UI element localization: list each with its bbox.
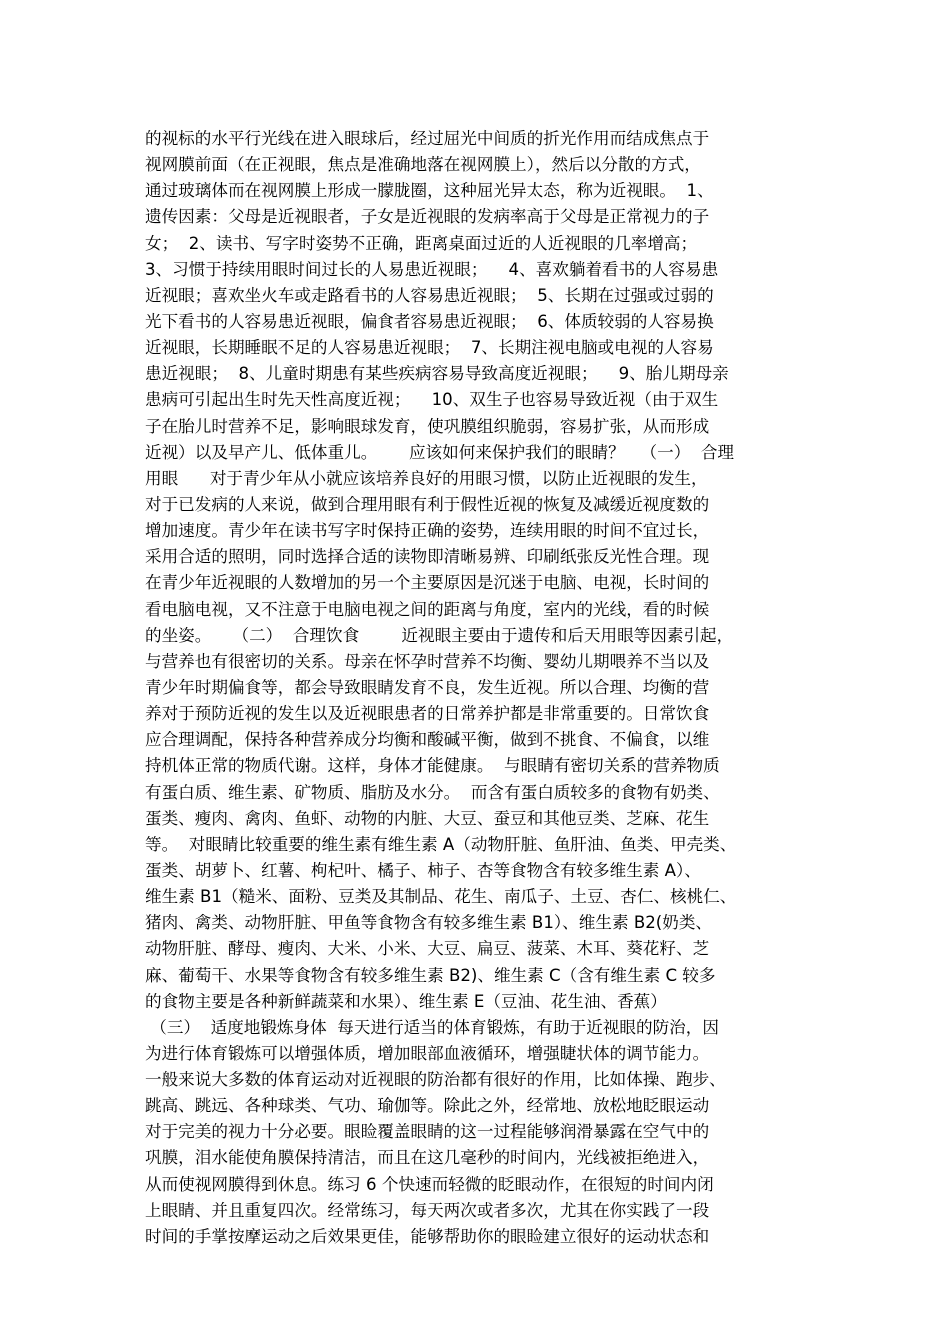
body-text [145, 126, 825, 1250]
text-line: 近视眼，长期睡眠不足的人容易患近视眼； 7、长期注视电脑或电视的人容易 [145, 338, 714, 358]
text-line: （三） 适度地锻炼身体 每天进行适当的体育锻炼，有助于近视眼的防治，因 [145, 1017, 719, 1037]
text-line: 从而使视网膜得到休息。练习 6 个快速而轻微的眨眼动作，在很短的时间内闭 [145, 1174, 714, 1194]
text-line: 时间的手掌按摩运动之后效果更佳，能够帮助你的眼睑建立很好的运动状态和 [145, 1226, 710, 1246]
text-line: 与营养也有很密切的关系。母亲在怀孕时营养不均衡、婴幼儿期喂养不当以及 [145, 651, 710, 671]
text-line: 有蛋白质、维生素、矿物质、脂肪及水分。 而含有蛋白质较多的食物有奶类、 [145, 782, 720, 802]
text-line: 麻、葡萄干、水果等食物含有较多维生素 B2)、维生素 C（含有维生素 C 较多 [145, 965, 716, 985]
text-line: 女； 2、读书、写字时姿势不正确，距离桌面过近的人近视眼的几率增高； [145, 233, 698, 253]
text-line: 视网膜前面（在正视眼，焦点是准确地落在视网膜上），然后以分散的方式， [145, 155, 701, 175]
text-line: 的食物主要是各种新鲜蔬菜和水果）、维生素 E（豆油、花生油、香蕉） [145, 991, 667, 1011]
text-line: 用眼 对于青少年从小就应该培养良好的用眼习惯，以防止近视眼的发生， [145, 468, 708, 488]
text-line: 通过玻璃体而在视网膜上形成一朦胧圈，这种屈光异太态，称为近视眼。 1、 [145, 181, 714, 201]
text-line: 采用合适的照明，同时选择合适的读物即清晰易辨、印刷纸张反光性合理。现 [145, 547, 710, 567]
text-line: 跳高、跳远、各种球类、气功、瑜伽等。除此之外，经常地、放松地眨眼运动 [145, 1096, 710, 1116]
text-line: 看电脑电视，又不注意于电脑电视之间的距离与角度，室内的光线，看的时候 [145, 599, 710, 619]
text-line: 增加速度。青少年在读书写字时保持正确的姿势，连续用眼的时间不宜过长， [145, 521, 710, 541]
text-line: 的坐姿。 （二） 合理饮食 近视眼主要由于遗传和后天用眼等因素引起， [145, 625, 734, 645]
text-line: 持机体正常的物质代谢。这样，身体才能健康。 与眼睛有密切关系的营养物质 [145, 756, 720, 776]
text-line: 上眼睛、并且重复四次。经常练习，每天两次或者多次，尤其在你实践了一段 [145, 1200, 710, 1220]
text-line: 蛋类、瘦肉、禽肉、鱼虾、动物的内脏、大豆、蚕豆和其他豆类、芝麻、花生 [145, 808, 710, 828]
text-line: 患近视眼； 8、儿童时期患有某些疾病容易导致高度近视眼； 9、胎儿期母亲 [145, 364, 729, 384]
text-line: 对于已发病的人来说，做到合理用眼有利于假性近视的恢复及减缓近视度数的 [145, 494, 710, 514]
text-line: 猪肉、禽类、动物肝脏、甲鱼等食物含有较多维生素 B1）、维生素 B2(奶类、 [145, 913, 713, 933]
text-line: 维生素 B1（糙米、面粉、豆类及其制品、花生、南瓜子、土豆、杏仁、核桃仁、 [145, 887, 737, 907]
text-line: 近视眼；喜欢坐火车或走路看书的人容易患近视眼； 5、长期在过强或过弱的 [145, 285, 714, 305]
text-line: 子在胎儿时营养不足，影响眼球发育，使巩膜组织脆弱，容易扩张，从而形成 [145, 416, 710, 436]
text-line: 的视标的水平行光线在进入眼球后，经过屈光中间质的折光作用而结成焦点于 [145, 129, 710, 148]
text-line: 光下看书的人容易患近视眼，偏食者容易患近视眼； 6、体质较弱的人容易换 [145, 311, 714, 331]
text-line: 遗传因素：父母是近视眼者，子女是近视眼的发病率高于父母是正常视力的子 [145, 207, 710, 227]
text-line: 3、习惯于持续用眼时间过长的人易患近视眼； 4、喜欢躺着看书的人容易患 [145, 259, 719, 279]
text-line: 蛋类、胡萝卜、红薯、枸杞叶、橘子、柿子、杏等食物含有较多维生素 A）、 [145, 860, 701, 880]
text-line: 养对于预防近视的发生以及近视眼患者的日常养护都是非常重要的。日常饮食 [145, 704, 710, 724]
text-line: 患病可引起出生时先天性高度近视； 10、双生子也容易导致近视（由于双生 [145, 390, 719, 410]
text-line: 在青少年近视眼的人数增加的另一个主要原因是沉迷于电脑、电视，长时间的 [145, 573, 710, 593]
text-line: 近视）以及早产儿、低体重儿。 应该如何来保护我们的眼睛？ （一） 合理 [145, 442, 735, 462]
text-line: 青少年时期偏食等，都会导致眼睛发育不良，发生近视。所以合理、均衡的营 [145, 677, 710, 697]
text-line: 对于完美的视力十分必要。眼睑覆盖眼睛的这一过程能够润滑暴露在空气中的 [145, 1122, 710, 1142]
text-line: 为进行体育锻炼可以增强体质，增加眼部血液循环，增强睫状体的调节能力。 [145, 1043, 710, 1063]
text-line: 巩膜，泪水能使角膜保持清洁，而且在这几毫秒的时间内，光线被拒绝进入， [145, 1148, 710, 1168]
text-line: 一般来说大多数的体育运动对近视眼的防治都有很好的作用，比如体操、跑步、 [145, 1070, 726, 1090]
text-line: 应合理调配，保持各种营养成分均衡和酸碱平衡，做到不挑食、不偏食，以维 [145, 730, 710, 750]
text-line: 等。 对眼睛比较重要的维生素有维生素 A（动物肝脏、鱼肝油、鱼类、甲壳类、 [145, 834, 737, 854]
text-line: 动物肝脏、酵母、瘦肉、大米、小米、大豆、扁豆、菠菜、木耳、葵花籽、芝 [145, 939, 710, 959]
